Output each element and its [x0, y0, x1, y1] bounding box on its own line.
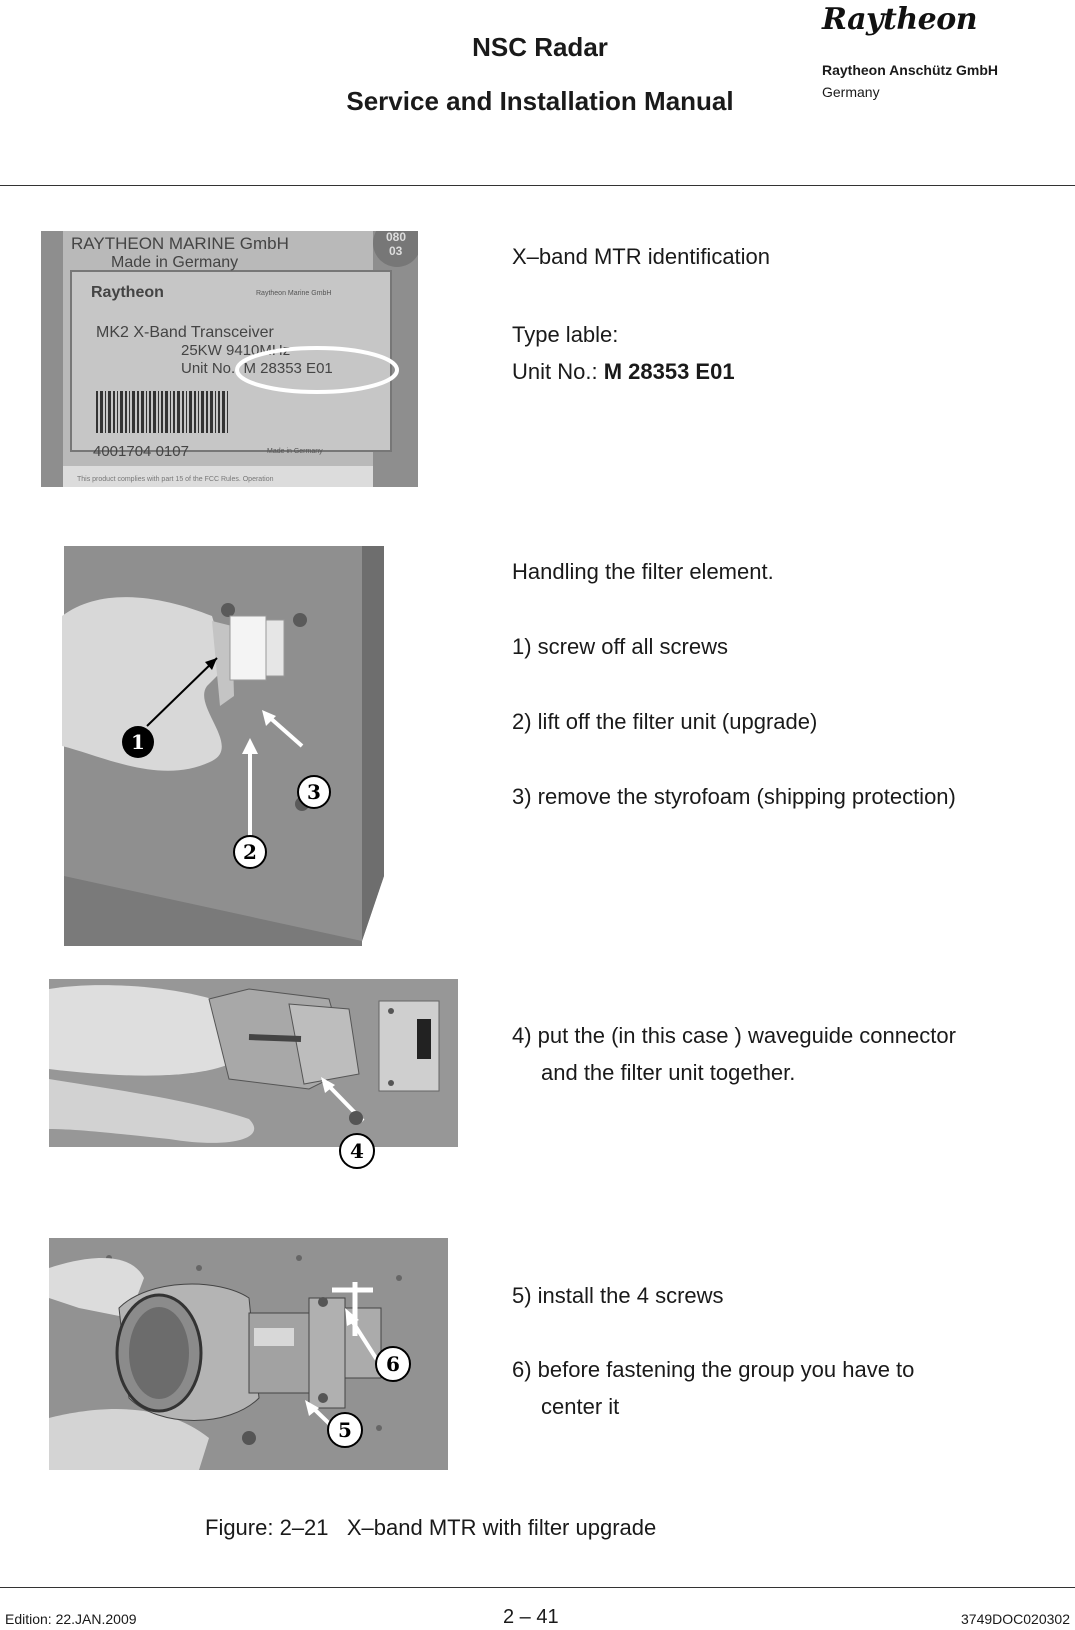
- header-rule: [0, 185, 1075, 186]
- s4-step6-line2: center it: [541, 1394, 620, 1419]
- label-corner: 080: [386, 231, 407, 244]
- callout-1: 1: [131, 730, 145, 754]
- s4-step5: 5) install the 4 screws: [512, 1283, 724, 1308]
- callout-2: 2: [243, 840, 257, 864]
- s2-intro: Handling the filter element.: [512, 559, 774, 584]
- raytheon-logo: Raytheon: [822, 2, 978, 37]
- footer-rule: [0, 1587, 1075, 1588]
- s2-step1: 1) screw off all screws: [512, 634, 728, 659]
- s1-type-label: Type lable:: [512, 322, 619, 347]
- filter-handling-photo: [62, 546, 392, 946]
- callout-6: 6: [386, 1352, 400, 1376]
- footer-edition: Edition: 22.JAN.2009: [5, 1611, 137, 1627]
- company-name: Raytheon Anschütz GmbH: [822, 62, 999, 78]
- s2-step2: 2) lift off the filter unit (upgrade): [512, 709, 818, 734]
- s3-step4-line1: 4) put the (in this case ) waveguide connector: [512, 1023, 956, 1048]
- company-country: Germany: [822, 84, 880, 100]
- footer-page-number: 2 – 41: [503, 1606, 559, 1628]
- label-brand: Raytheon: [91, 284, 164, 301]
- s3-step4-line2: and the filter unit together.: [541, 1060, 796, 1085]
- label-fcc: This product complies with part 15 of the FCC Rules. Operation: [77, 476, 274, 483]
- header-subtitle: Service and Installation Manual: [346, 86, 734, 116]
- callout-3: 3: [307, 780, 321, 804]
- label-small-brand: Raytheon Marine GmbH: [256, 290, 332, 297]
- unit-value: M 28353 E01: [603, 359, 735, 384]
- label-power: 25KW 9410MHz: [181, 342, 291, 359]
- callout-5: 5: [338, 1418, 352, 1442]
- waveguide-photo: [49, 979, 458, 1174]
- unit-prefix: Unit No.:: [512, 359, 604, 384]
- s1-unit-line: [512, 359, 735, 384]
- label-made: Made in Germany: [267, 448, 323, 455]
- figure-caption: Figure: 2–21 X–band MTR with filter upgrade: [205, 1515, 657, 1540]
- label-barcode-no: 4001704 0107: [93, 443, 189, 460]
- label-model: MK2 X-Band Transceiver: [96, 324, 274, 341]
- label-unit: Unit No.: M 28353 E01: [181, 360, 333, 377]
- type-label-photo: [41, 231, 418, 487]
- header-title: NSC Radar: [472, 32, 608, 62]
- label-line2: Made in Germany: [111, 254, 239, 271]
- install-screws-photo: [49, 1238, 448, 1470]
- s1-title: X–band MTR identification: [512, 244, 771, 269]
- callout-4: 4: [350, 1139, 364, 1163]
- label-line1: RAYTHEON MARINE GmbH: [71, 234, 289, 253]
- s2-step3: 3) remove the styrofoam (shipping protection): [512, 784, 956, 809]
- s4-step6-line1: 6) before fastening the group you have to: [512, 1357, 915, 1382]
- label-corner2: 03: [389, 244, 403, 258]
- footer-doc-number: 3749DOC020302: [961, 1611, 1070, 1627]
